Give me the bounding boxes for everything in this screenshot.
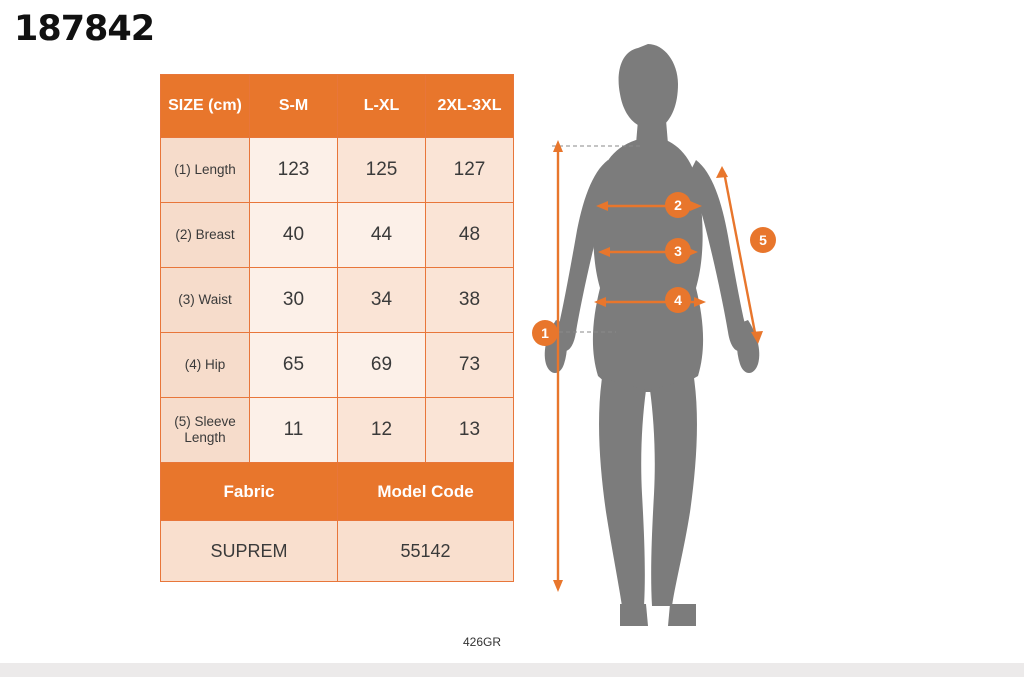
column-header-2xl-3xl: 2XL-3XL (426, 75, 514, 138)
row-label-length: (1) Length (161, 138, 250, 203)
cell-hip-s-m: 65 (250, 333, 338, 398)
cell-length-2xl-3xl: 127 (426, 138, 514, 203)
table-row (161, 138, 514, 203)
cell-sleeve-s-m: 11 (250, 398, 338, 463)
measure-marker-3: 3 (665, 238, 691, 264)
measure-marker-5: 5 (750, 227, 776, 253)
footer-header-model-code: Model Code (338, 463, 514, 521)
cell-sleeve-l-xl: 12 (338, 398, 426, 463)
column-header-size: SIZE (cm) (161, 75, 250, 138)
table-row (161, 333, 514, 398)
column-header-s-m: S-M (250, 75, 338, 138)
footer-value-fabric: SUPREM (161, 521, 338, 582)
cell-sleeve-2xl-3xl: 13 (426, 398, 514, 463)
cell-waist-2xl-3xl: 38 (426, 268, 514, 333)
cell-waist-s-m: 30 (250, 268, 338, 333)
row-label-sleeve-length: (5) Sleeve Length (161, 398, 250, 463)
measure-marker-2: 2 (665, 192, 691, 218)
row-label-hip: (4) Hip (161, 333, 250, 398)
table-footer-header-row (161, 463, 514, 521)
footer-value-model-code: 55142 (338, 521, 514, 582)
cell-hip-l-xl: 69 (338, 333, 426, 398)
table-row (161, 268, 514, 333)
cell-breast-2xl-3xl: 48 (426, 203, 514, 268)
table-header-row (161, 75, 514, 138)
cell-breast-l-xl: 44 (338, 203, 426, 268)
measure-marker-4: 4 (665, 287, 691, 313)
bottom-strip (0, 663, 1024, 677)
column-header-l-xl: L-XL (338, 75, 426, 138)
row-label-breast: (2) Breast (161, 203, 250, 268)
cell-breast-s-m: 40 (250, 203, 338, 268)
table-row (161, 398, 514, 463)
table-footer-value-row (161, 521, 514, 582)
cell-length-l-xl: 125 (338, 138, 426, 203)
footer-header-fabric: Fabric (161, 463, 338, 521)
cell-waist-l-xl: 34 (338, 268, 426, 333)
cell-length-s-m: 123 (250, 138, 338, 203)
measure-marker-1: 1 (532, 320, 558, 346)
product-code: 187842 (14, 9, 155, 49)
mannequin-silhouette-icon (520, 20, 860, 650)
row-label-waist: (3) Waist (161, 268, 250, 333)
model-code-note: 426GR (463, 635, 502, 649)
measurement-figure (520, 20, 860, 650)
size-table (160, 74, 514, 582)
cell-hip-2xl-3xl: 73 (426, 333, 514, 398)
table-row (161, 203, 514, 268)
